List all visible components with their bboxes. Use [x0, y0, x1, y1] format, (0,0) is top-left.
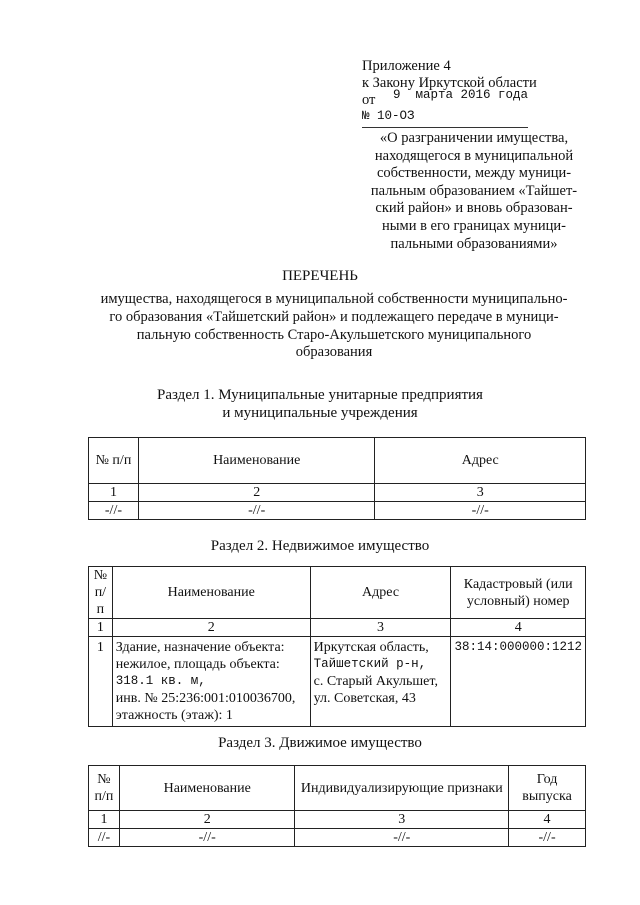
col-header-num: № п/п [89, 567, 113, 619]
col-header-name: Наименование [138, 438, 375, 484]
col-header-year: Год выпуска [509, 766, 586, 811]
law-number: № 10-ОЗ [362, 109, 415, 123]
col-number: 3 [295, 811, 509, 829]
col-number: 1 [89, 484, 139, 502]
law-title-line: ными в его границах муници- [382, 217, 566, 234]
row-address-line: Тайшетский р-н, [313, 657, 427, 671]
row-name-line: нежилое, площадь объекта: [115, 657, 280, 672]
row-address-line: с. Старый Акульшет, [313, 674, 438, 689]
col-number: 3 [375, 484, 586, 502]
col-number: 4 [451, 619, 586, 637]
table-number-row [89, 811, 586, 829]
section1-table [88, 437, 586, 520]
col-header-address: Адрес [375, 438, 586, 484]
appendix-block [362, 58, 582, 128]
row-name-line: инв. № 25:236:001:010036700, [115, 691, 296, 706]
col-number: 2 [138, 484, 375, 502]
col-header-features: Индивидуализирующие признаки [295, 766, 509, 811]
row-address-line: Иркутская область, [313, 640, 429, 655]
table-number-row [89, 619, 586, 637]
subtitle-line: го образования «Тайшетский район» и подлежащего передаче в муници- [109, 308, 559, 325]
appendix-divider [362, 127, 528, 128]
law-title-line: пальными образованиями» [390, 235, 558, 252]
col-header-num: № п/п [89, 766, 120, 811]
col-header-name: Наименование [119, 766, 295, 811]
table-cell: -//- [119, 829, 295, 847]
col-number: 4 [509, 811, 586, 829]
table-cell: -//- [138, 502, 375, 520]
table-cell: //- [89, 829, 120, 847]
col-number: 3 [310, 619, 451, 637]
law-title-line: находящегося в муниципальной [374, 147, 574, 164]
row-address-line: ул. Советская, 43 [313, 691, 416, 706]
row-name-line: этажность (этаж): 1 [115, 708, 233, 723]
table-cell: -//- [89, 502, 139, 520]
section1-title [0, 386, 640, 422]
table-row [89, 637, 586, 727]
table-row [89, 829, 586, 847]
law-title-line: пальным образованием «Тайшет- [370, 182, 578, 199]
section1-title-line: Раздел 1. Муниципальные унитарные предприятия [157, 387, 483, 403]
table-header-row [89, 766, 586, 811]
col-header-address: Адрес [310, 567, 451, 619]
table-cell: -//- [295, 829, 509, 847]
page-title: ПЕРЕЧЕНЬ [282, 268, 358, 284]
page-subtitle [84, 291, 584, 362]
section3-table [88, 765, 586, 847]
col-number: 1 [89, 811, 120, 829]
table-header-row [89, 438, 586, 484]
law-title-line: собственности, между муници- [376, 165, 572, 182]
law-title-line: ский район» и вновь образован- [375, 200, 573, 217]
col-number: 2 [112, 619, 310, 637]
col-number: 2 [119, 811, 295, 829]
table-number-row [89, 484, 586, 502]
subtitle-line: образования [295, 344, 373, 361]
section1-title-line: и муниципальные учреждения [222, 405, 418, 421]
appendix-line1: Приложение 4 [362, 58, 451, 74]
appendix-line2: к Закону Иркутской области [362, 75, 537, 91]
col-header-cadastral: Кадастровый (или условный) номер [451, 567, 586, 619]
col-header-name: Наименование [112, 567, 310, 619]
table-header-row [89, 567, 586, 619]
row-address [310, 637, 451, 727]
table-row [89, 502, 586, 520]
date-prefix: от [362, 92, 376, 108]
row-name-line: Здание, назначение объекта: [115, 640, 285, 655]
subtitle-line: пальную собственность Старо-Акульшетского муниципального [136, 326, 532, 343]
section3-title: Раздел 3. Движимое имущество [218, 735, 422, 751]
table-cell: -//- [375, 502, 586, 520]
col-header-num: № п/п [89, 438, 139, 484]
row-cadastral: 38:14:000000:1212 [451, 637, 586, 727]
row-name [112, 637, 310, 727]
table-cell: -//- [509, 829, 586, 847]
law-date: 9 марта 2016 года [393, 88, 529, 102]
col-number: 1 [89, 619, 113, 637]
law-title [362, 130, 586, 253]
law-title-line: «О разграничении имущества, [379, 130, 569, 146]
section2-title: Раздел 2. Недвижимое имущество [210, 538, 430, 554]
subtitle-line: имущества, находящегося в муниципальной собственности муниципально- [100, 291, 568, 307]
row-num: 1 [89, 637, 113, 727]
section2-table [88, 566, 586, 727]
row-name-line: 318.1 кв. м, [115, 674, 206, 688]
